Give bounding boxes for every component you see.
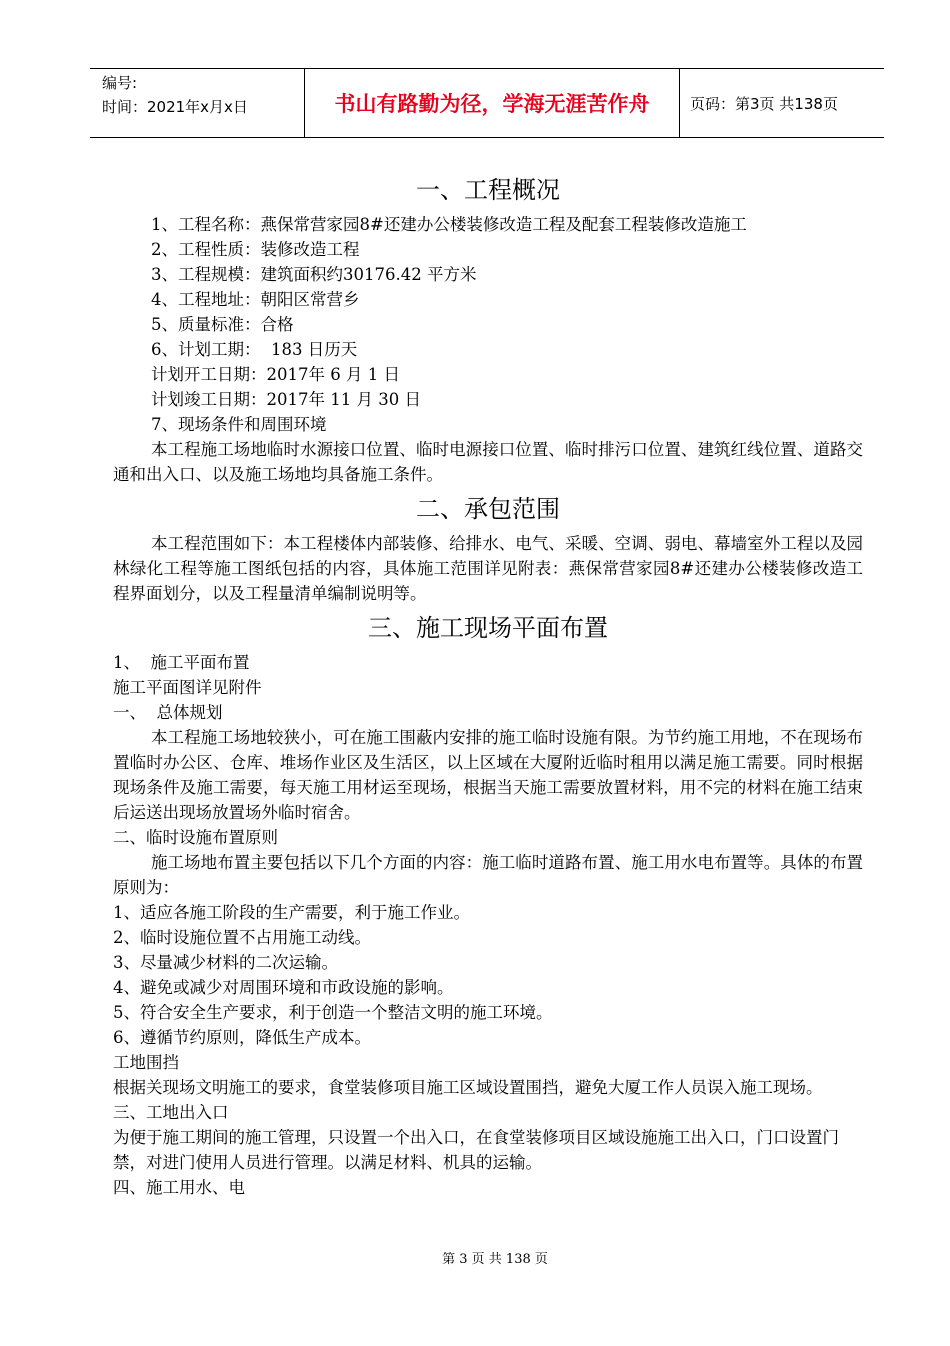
subsection-heading: 三、工地出入口 — [113, 1103, 229, 1122]
fence-heading: 工地围挡 — [113, 1053, 179, 1072]
overview-line: 2、工程性质：装修改造工程 — [151, 240, 360, 259]
overview-paragraph: 本工程施工场地临时水源接口位置、临时电源接口位置、临时排污口位置、建筑红线位置、道路交通和出入口、以及施工场地均具备施工条件。 — [113, 440, 863, 484]
page-footer: 第 3 页 共 138 页 — [442, 1252, 548, 1267]
overview-line: 5、质量标准：合格 — [151, 315, 294, 334]
fence-paragraph: 根据关现场文明施工的要求，食堂装修项目施工区域设置围挡，避免大厦工作人员误入施工现场。 — [113, 1078, 823, 1097]
document-body — [113, 168, 863, 1200]
principle-item: 6、遵循节约原则，降低生产成本。 — [113, 1028, 371, 1047]
overview-line: 3、工程规模：建筑面积约30176.42 平方米 — [151, 265, 477, 284]
section-title-scope: 二、承包范围 — [416, 495, 560, 523]
principle-item: 3、尽量减少材料的二次运输。 — [113, 953, 338, 972]
principle-item: 1、适应各施工阶段的生产需要，利于施工作业。 — [113, 903, 470, 922]
subsection-heading: 四、施工用水、电 — [113, 1178, 245, 1197]
scope-paragraph: 本工程范围如下：本工程楼体内部装修、给排水、电气、采暖、空调、弱电、幕墙室外工程以及园林绿化工程等施工图纸包括的内容，具体施工范围详见附表：燕保常营家园8#还建办公楼装修改造工程界面划分，以及工程量清单编制说明等。 — [113, 534, 863, 603]
layout-item-note: 施工平面图详见附件 — [113, 678, 262, 697]
overview-line: 计划开工日期：2017年 6 月 1 日 — [151, 365, 400, 384]
subsection-heading: 一、 总体规划 — [113, 703, 223, 722]
header-time-label: 时间：2021年x月x日 — [102, 98, 248, 116]
entrance-paragraph: 为便于施工期间的施工管理，只设置一个出入口，在食堂装修项目区域设施施工出入口，门口设置门禁，对进门使用人员进行管理。以满足材料、机具的运输。 — [113, 1128, 839, 1172]
overview-line: 7、现场条件和周围环境 — [151, 415, 327, 434]
overview-line: 计划竣工日期：2017年 11 月 30 日 — [151, 390, 421, 409]
section-title-overview: 一、工程概况 — [416, 176, 560, 204]
subsection-heading: 二、临时设施布置原则 — [113, 828, 278, 847]
layout-item-heading: 1、 施工平面布置 — [113, 653, 250, 672]
planning-paragraph: 本工程施工场地较狭小，可在施工围蔽内安排的施工临时设施有限。为节约施工用地，不在现场布置临时办公区、仓库、堆场作业区及生活区，以上区域在大厦附近临时租用以满足施工需要。同时根据现场条件及施工需要，每天施工用材运至现场，根据当天施工需要放置材料，用不完的材料在施工结束后运送出现场放置场外临时宿舍。 — [113, 728, 863, 822]
header-motto: 书山有路勤为径，学海无涯苦作舟 — [304, 69, 680, 137]
overview-line: 4、工程地址：朝阳区常营乡 — [151, 290, 360, 309]
overview-line: 1、工程名称：燕保常营家园8#还建办公楼装修改造工程及配套工程装修改造施工 — [151, 215, 747, 234]
header-page-info: 页码：第3页 共138页 — [690, 94, 838, 113]
principle-item: 4、避免或减少对周围环境和市政设施的影响。 — [113, 978, 454, 997]
section-title-layout: 三、施工现场平面布置 — [368, 614, 608, 642]
page-header — [90, 68, 884, 138]
principles-intro: 施工场地布置主要包括以下几个方面的内容：施工临时道路布置、施工用水电布置等。具体的布置原则为： — [113, 853, 863, 897]
principle-item: 2、临时设施位置不占用施工动线。 — [113, 928, 371, 947]
header-number-label: 编号: — [102, 74, 138, 92]
header-meta — [90, 69, 304, 137]
principle-item: 5、符合安全生产要求，利于创造一个整洁文明的施工环境。 — [113, 1003, 553, 1022]
overview-line: 6、计划工期： 183 日历天 — [151, 340, 358, 359]
